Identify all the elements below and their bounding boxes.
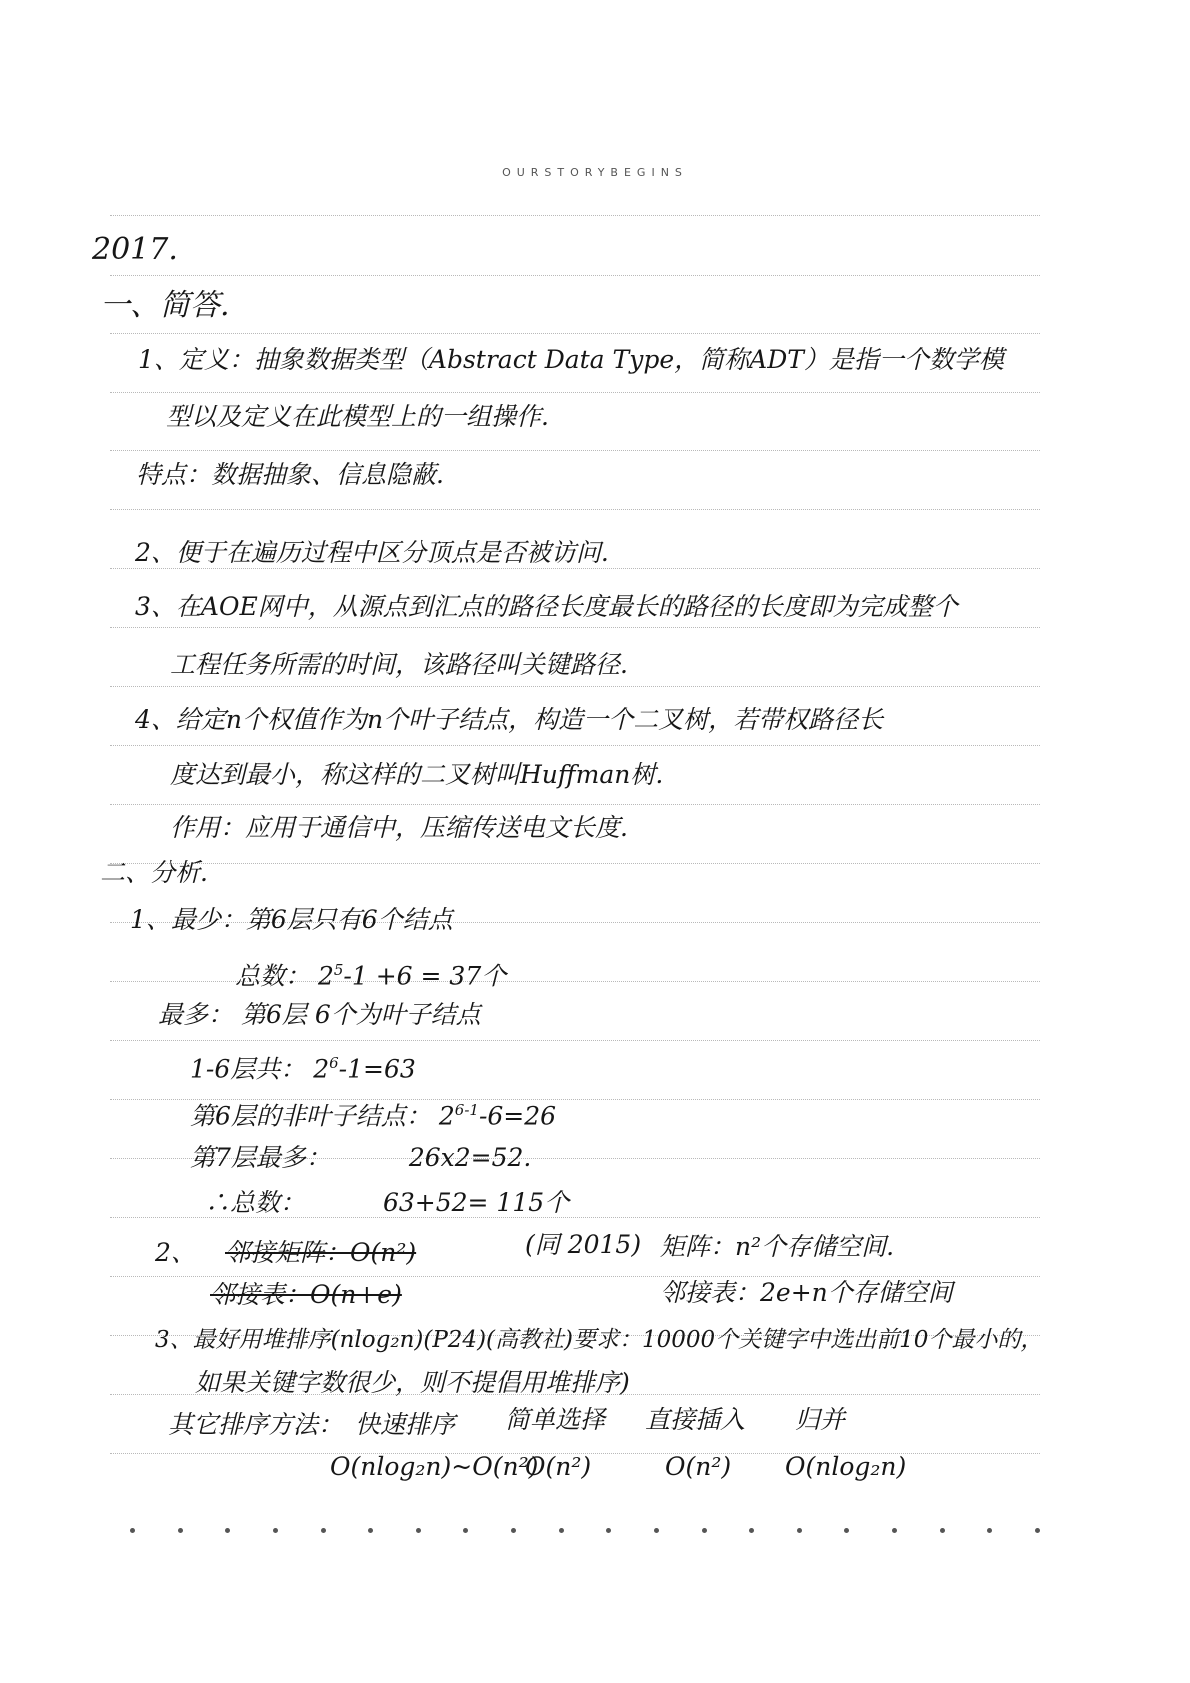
analysis-2-list-label: 邻接表： bbox=[660, 1278, 761, 1307]
dot bbox=[463, 1528, 468, 1533]
ruled-line bbox=[110, 392, 1040, 393]
analysis-1-total-rest: -1 +6 = 37个 bbox=[343, 961, 507, 991]
analysis-2-matrix-label: 矩阵： bbox=[660, 1232, 736, 1261]
dot bbox=[940, 1528, 945, 1533]
method-simple-select-name: 简单选择 bbox=[505, 1405, 606, 1434]
answer-1-line-3: 特点：数据抽象、信息隐蔽. bbox=[136, 460, 444, 489]
ruled-line bbox=[110, 686, 1040, 687]
analysis-1-total bbox=[235, 955, 506, 991]
method-direct-insert-complexity: O(n²) bbox=[665, 1452, 732, 1481]
analysis-1-total-base: 2 bbox=[317, 961, 334, 991]
analysis-1-layer7-value: 26x2=52. bbox=[408, 1143, 532, 1172]
ruled-line bbox=[110, 627, 1040, 628]
dot bbox=[416, 1528, 421, 1533]
analysis-3-line-1: 3、最好用堆排序(nlog₂n)(P24)(高教社)要求：10000个关键字中选出前10个最小的， bbox=[155, 1327, 1044, 1353]
dot bbox=[654, 1528, 659, 1533]
ruled-line bbox=[110, 333, 1040, 334]
dot bbox=[606, 1528, 611, 1533]
dot bbox=[702, 1528, 707, 1533]
method-quick-sort-name: 快速排序 bbox=[355, 1410, 456, 1439]
analysis-1-layer7-label: 第7层最多： bbox=[190, 1143, 331, 1172]
analysis-3-other-methods: 其它排序方法： bbox=[168, 1410, 344, 1439]
analysis-1-layers-exponent: 6 bbox=[329, 1054, 339, 1072]
answer-3-line-1: 3、在AOE网中，从源点到汇点的路径长度最长的路径的长度即为完成整个 bbox=[135, 592, 958, 621]
answer-1-line-2: 型以及定义在此模型上的一组操作. bbox=[166, 402, 549, 431]
analysis-1-total-label: 总数： bbox=[235, 961, 311, 991]
ruled-line bbox=[110, 863, 1040, 864]
answer-4-line-3: 作用：应用于通信中，压缩传送电文长度. bbox=[170, 813, 628, 842]
analysis-1-max-label: 最多： bbox=[158, 1000, 234, 1029]
notebook-brand-header: OURSTORYBEGINS bbox=[502, 166, 688, 179]
analysis-3-line-2: 如果关键字数很少，则不提倡用堆排序) bbox=[195, 1368, 630, 1397]
ruled-line bbox=[110, 745, 1040, 746]
analysis-1-max-text: 第6层 6个为叶子结点 bbox=[240, 1000, 481, 1029]
dot bbox=[178, 1528, 183, 1533]
analysis-1-max bbox=[158, 1000, 481, 1030]
ruled-line bbox=[110, 215, 1040, 216]
ruled-line bbox=[110, 804, 1040, 805]
dot bbox=[749, 1528, 754, 1533]
analysis-1-nonleaf-label: 第6层的非叶子结点： bbox=[190, 1101, 431, 1131]
analysis-2-list-text: 2e+n个存储空间 bbox=[760, 1278, 953, 1307]
analysis-1-nonleaf-exponent: 6-1 bbox=[454, 1101, 479, 1119]
analysis-1-line-1: 1、最少：第6层只有6个结点 bbox=[130, 905, 453, 934]
analysis-2-list bbox=[660, 1278, 953, 1308]
dot bbox=[797, 1528, 802, 1533]
analysis-1-sum-label: ∴总数： bbox=[205, 1188, 306, 1217]
analysis-1-layer7 bbox=[190, 1143, 531, 1173]
analysis-1-nonleaf-rest: -6=26 bbox=[478, 1101, 557, 1131]
dot bbox=[511, 1528, 516, 1533]
ruled-line bbox=[110, 568, 1040, 569]
analysis-2-reference: (同 2015) bbox=[525, 1230, 642, 1259]
dot bbox=[844, 1528, 849, 1533]
method-simple-select-complexity: O(n²) bbox=[525, 1452, 592, 1481]
dot bbox=[130, 1528, 135, 1533]
answer-4-line-1: 4、给定n个权值作为n个叶子结点，构造一个二叉树，若带权路径长 bbox=[135, 705, 884, 734]
analysis-2-matrix bbox=[660, 1232, 894, 1262]
year-heading: 2017. bbox=[92, 232, 178, 267]
dot bbox=[1035, 1528, 1040, 1533]
analysis-1-sum-value: 63+52= 115个 bbox=[382, 1188, 570, 1217]
analysis-1-layers-base: 2 bbox=[313, 1054, 330, 1084]
dot bbox=[987, 1528, 992, 1533]
analysis-1-layers bbox=[190, 1048, 416, 1084]
ruled-line bbox=[110, 509, 1040, 510]
answer-2: 2、便于在遍历过程中区分顶点是否被访问. bbox=[135, 538, 609, 567]
method-direct-insert-name: 直接插入 bbox=[645, 1405, 746, 1434]
dot bbox=[559, 1528, 564, 1533]
method-merge-complexity: O(nlog₂n) bbox=[785, 1452, 907, 1481]
dot bbox=[368, 1528, 373, 1533]
analysis-2-matrix-text: n²个存储空间. bbox=[735, 1232, 895, 1261]
answer-4-line-2: 度达到最小，称这样的二叉树叫Huffman树. bbox=[170, 760, 664, 789]
dot bbox=[225, 1528, 230, 1533]
ruled-line bbox=[110, 275, 1040, 276]
section-1-title: 一、简答. bbox=[100, 288, 230, 323]
answer-3-line-2: 工程任务所需的时间，该路径叫关键路径. bbox=[170, 650, 628, 679]
section-2-title: 二、分析. bbox=[100, 858, 208, 887]
analysis-1-nonleaf bbox=[190, 1095, 556, 1131]
method-quick-sort-complexity: O(nlog₂n)~O(n²) bbox=[330, 1452, 539, 1481]
analysis-2-matrix-struck: 邻接矩阵：O(n²) bbox=[225, 1238, 417, 1267]
analysis-1-sum bbox=[205, 1188, 569, 1218]
method-merge-name: 归并 bbox=[795, 1405, 846, 1434]
analysis-2-number: 2、 bbox=[155, 1238, 196, 1267]
dot bbox=[273, 1528, 278, 1533]
analysis-1-layers-label: 1-6层共： bbox=[190, 1054, 306, 1084]
answer-1-line-1: 1、定义：抽象数据类型（Abstract Data Type，简称ADT）是指一个数学模 bbox=[138, 345, 1004, 374]
analysis-2-list-struck: 邻接表：O(n+e) bbox=[210, 1280, 402, 1309]
dot bbox=[321, 1528, 326, 1533]
dot bbox=[892, 1528, 897, 1533]
analysis-1-total-exponent: 5 bbox=[333, 961, 344, 979]
analysis-1-nonleaf-base: 2 bbox=[438, 1101, 455, 1131]
analysis-1-layers-rest: -1=63 bbox=[338, 1054, 416, 1084]
ruled-line bbox=[110, 1276, 1040, 1277]
ruled-line bbox=[110, 1040, 1040, 1041]
ruled-line bbox=[110, 450, 1040, 451]
page-bottom-dot-row bbox=[130, 1528, 1040, 1533]
